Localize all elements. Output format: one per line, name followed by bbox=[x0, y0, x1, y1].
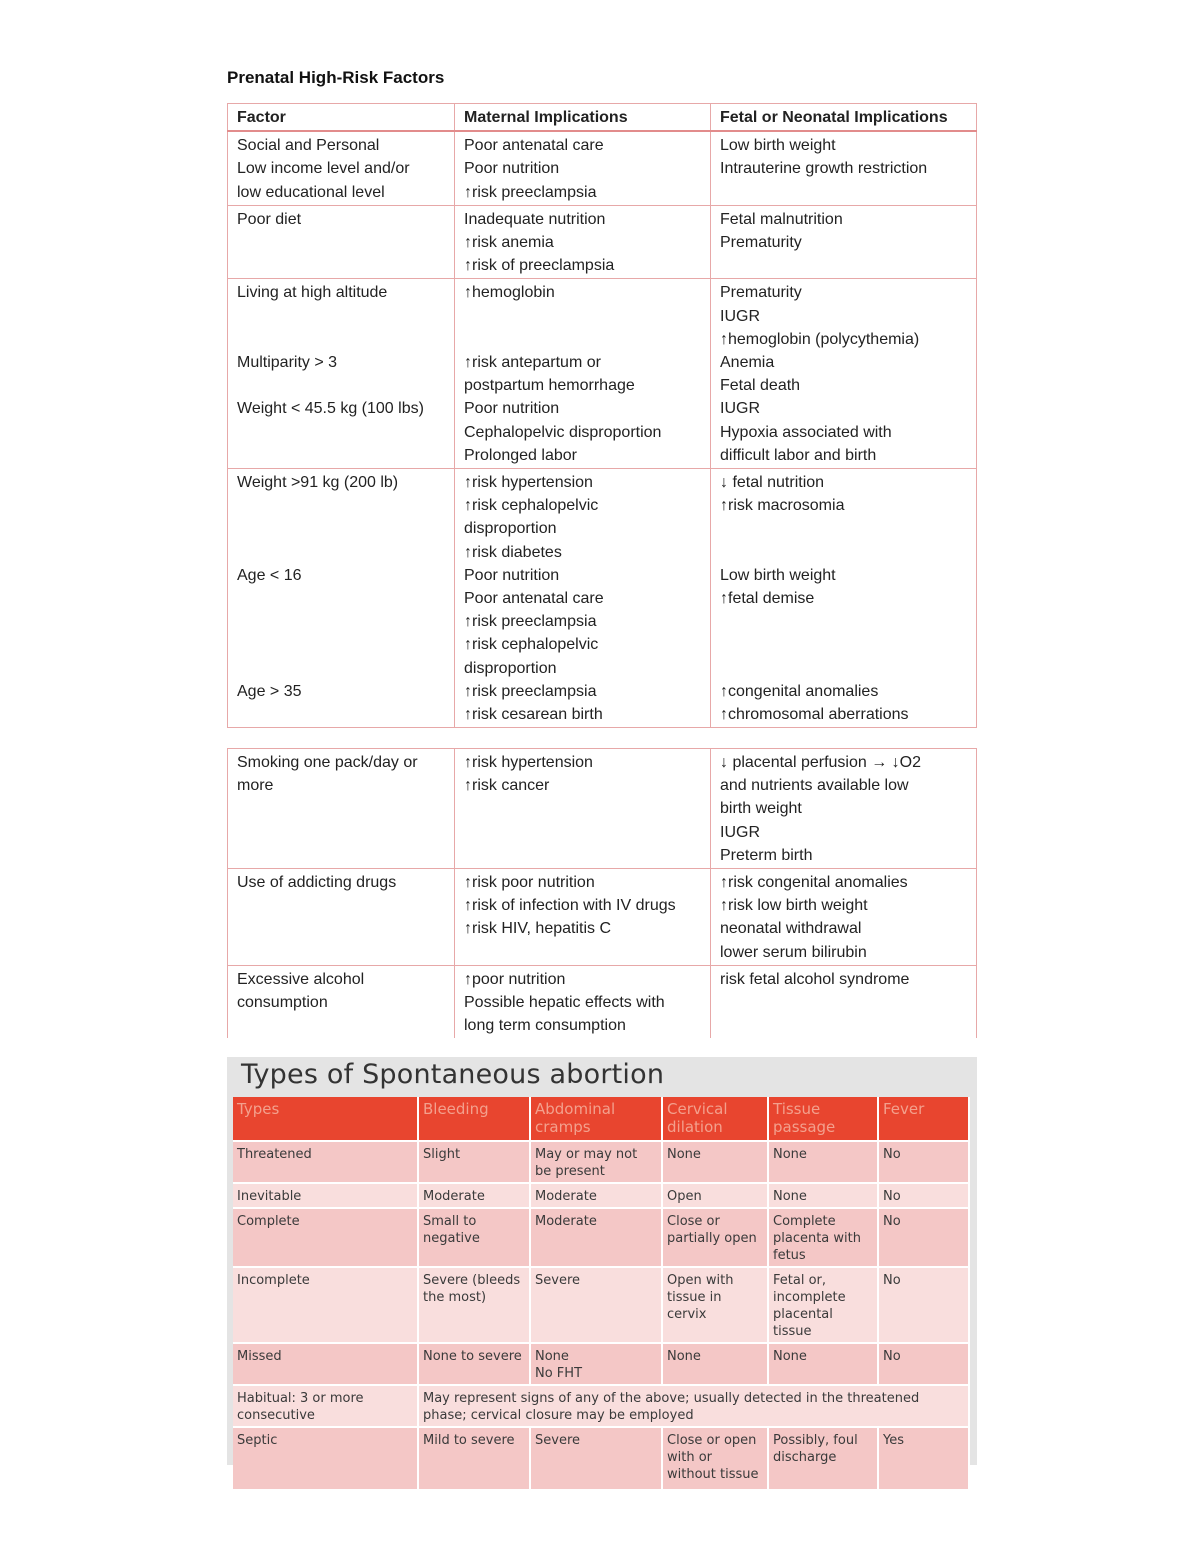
maternal-line: Poor antenatal care bbox=[464, 590, 604, 608]
dilation-cell-line: without tissue bbox=[667, 1467, 759, 1482]
fetal-line: ↑risk low birth weight bbox=[720, 897, 868, 915]
factor-line: Living at high altitude bbox=[237, 284, 388, 302]
maternal-line: ↑risk hypertension bbox=[464, 474, 593, 492]
cramps-cell-line: Severe bbox=[535, 1433, 580, 1448]
maternal-line: Possible hepatic effects with bbox=[464, 994, 665, 1012]
fetal-line bbox=[720, 541, 967, 564]
fetal-line bbox=[720, 633, 967, 656]
fever-cell-line: No bbox=[883, 1189, 901, 1204]
dilation-cell bbox=[662, 1427, 768, 1489]
bleeding-cell bbox=[418, 1267, 530, 1343]
abortion-merged-cell-line: May represent signs of any of the above; usually detected in the threatened bbox=[423, 1391, 920, 1406]
dilation-cell-line: with or bbox=[667, 1450, 713, 1465]
maternal-line: ↑risk anemia bbox=[464, 234, 554, 252]
tissue-passage-cell-line: Complete bbox=[773, 1214, 836, 1229]
factor-line: Smoking one pack/day or bbox=[237, 754, 418, 771]
abortion-type-cell bbox=[233, 1427, 418, 1489]
bleeding-cell bbox=[418, 1183, 530, 1208]
risk-table-header-row bbox=[228, 104, 977, 132]
fetal-cell bbox=[711, 869, 977, 966]
cramps-cell bbox=[530, 1267, 662, 1343]
abortion-table-header-row bbox=[233, 1097, 969, 1141]
tissue-passage-cell bbox=[768, 1208, 878, 1267]
abortion-header-line: Abdominal bbox=[535, 1100, 616, 1118]
abortion-type-cell-line: consecutive bbox=[237, 1408, 315, 1423]
dilation-cell bbox=[662, 1267, 768, 1343]
factor-line: low educational level bbox=[237, 183, 385, 201]
abortion-header-line: Fever bbox=[883, 1100, 925, 1118]
fever-cell-line: No bbox=[883, 1147, 901, 1162]
factor-line bbox=[237, 587, 445, 610]
maternal-line bbox=[464, 305, 701, 328]
dilation-cell bbox=[662, 1141, 768, 1183]
maternal-line: ↑risk cesarean birth bbox=[464, 706, 603, 724]
abortion-type-cell bbox=[233, 1141, 418, 1183]
maternal-cell bbox=[455, 749, 711, 869]
bleeding-cell-line: Small to bbox=[423, 1214, 477, 1229]
factor-line: Excessive alcohol bbox=[237, 970, 365, 988]
abortion-type-cell-line: Habitual: 3 or more bbox=[237, 1391, 364, 1406]
maternal-line: ↑risk HIV, hepatitis C bbox=[464, 920, 612, 938]
factor-line bbox=[237, 494, 445, 517]
abortion-table-row bbox=[233, 1427, 969, 1489]
tissue-passage-cell-line: tissue bbox=[773, 1324, 812, 1339]
factor-line bbox=[237, 517, 445, 540]
bleeding-cell bbox=[418, 1343, 530, 1385]
tissue-passage-cell bbox=[768, 1141, 878, 1183]
tissue-passage-cell bbox=[768, 1427, 878, 1489]
maternal-line bbox=[464, 328, 701, 351]
abortion-type-cell-line: Incomplete bbox=[237, 1273, 310, 1288]
fetal-line: Intrauterine growth restriction bbox=[720, 160, 928, 178]
risk-table-row bbox=[228, 279, 977, 469]
abortion-type-cell bbox=[233, 1343, 418, 1385]
maternal-line: Poor nutrition bbox=[464, 566, 560, 584]
maternal-line: ↑risk cancer bbox=[464, 777, 550, 795]
bleeding-cell-line: negative bbox=[423, 1231, 480, 1246]
header-maternal-implications: Maternal Implications bbox=[455, 104, 711, 132]
dilation-cell-line: Open bbox=[667, 1189, 702, 1204]
dilation-cell bbox=[662, 1343, 768, 1385]
abortion-header-line: Types bbox=[237, 1100, 280, 1118]
risk-factors-table-continued bbox=[227, 748, 977, 1038]
header-factor: Factor bbox=[228, 104, 455, 132]
abortion-header-cell bbox=[418, 1097, 530, 1141]
abortion-header-line: Cervical bbox=[667, 1100, 728, 1118]
fetal-line: IUGR bbox=[720, 307, 760, 325]
abortion-merged-cell bbox=[418, 1385, 969, 1427]
risk-table-row bbox=[228, 205, 977, 279]
abortion-table-row bbox=[233, 1267, 969, 1343]
maternal-line: ↑risk preeclampsia bbox=[464, 613, 597, 631]
dilation-cell bbox=[662, 1183, 768, 1208]
factor-line bbox=[237, 374, 445, 397]
factor-line: Weight >91 kg (200 lb) bbox=[237, 474, 399, 492]
factor-line: Weight < 45.5 kg (100 lbs) bbox=[237, 400, 424, 418]
fetal-line: ↑risk macrosomia bbox=[720, 497, 845, 515]
factor-line: Social and Personal bbox=[237, 137, 380, 155]
risk-table-row bbox=[228, 469, 977, 728]
fever-cell-line: No bbox=[883, 1273, 901, 1288]
maternal-line: ↑risk of infection with IV drugs bbox=[464, 897, 676, 915]
fetal-line: birth weight bbox=[720, 800, 802, 818]
abortion-type-cell-line: Threatened bbox=[237, 1147, 312, 1162]
fetal-line: difficult labor and birth bbox=[720, 446, 877, 464]
fetal-cell bbox=[711, 279, 977, 469]
abortion-header-cell bbox=[768, 1097, 878, 1141]
fetal-line: Anemia bbox=[720, 354, 775, 372]
abortion-type-cell bbox=[233, 1385, 418, 1427]
abortion-merged-cell-line: phase; cervical closure may be employed bbox=[423, 1408, 694, 1423]
abortion-header-cell bbox=[662, 1097, 768, 1141]
maternal-line: Poor nutrition bbox=[464, 400, 560, 418]
fetal-line: IUGR bbox=[720, 823, 760, 841]
fetal-line: ↓ fetal nutrition bbox=[720, 474, 825, 492]
tissue-passage-cell bbox=[768, 1343, 878, 1385]
fetal-line: lower serum bilirubin bbox=[720, 943, 867, 961]
fetal-line: Prematurity bbox=[720, 284, 802, 302]
fetal-line: ↑fetal demise bbox=[720, 590, 815, 608]
bleeding-cell bbox=[418, 1427, 530, 1489]
abortion-type-cell-line: Missed bbox=[237, 1349, 282, 1364]
maternal-line: disproportion bbox=[464, 520, 557, 538]
maternal-cell bbox=[455, 965, 711, 1038]
fetal-line: neonatal withdrawal bbox=[720, 920, 862, 938]
maternal-line: Cephalopelvic disproportion bbox=[464, 423, 662, 441]
fetal-line: risk fetal alcohol syndrome bbox=[720, 970, 910, 988]
dilation-cell-line: cervix bbox=[667, 1307, 707, 1322]
dilation-cell-line: None bbox=[667, 1147, 701, 1162]
maternal-line: Inadequate nutrition bbox=[464, 210, 606, 228]
tissue-passage-cell-line: None bbox=[773, 1147, 807, 1162]
fetal-cell bbox=[711, 469, 977, 728]
fever-cell-line: No bbox=[883, 1349, 901, 1364]
fetal-line: Hypoxia associated with bbox=[720, 423, 892, 441]
factor-line bbox=[237, 657, 445, 680]
risk-table-row bbox=[228, 965, 977, 1038]
fever-cell bbox=[878, 1208, 969, 1267]
tissue-passage-cell-line: Possibly, foul bbox=[773, 1433, 858, 1448]
fetal-line: ↓ placental perfusion → ↓O2 bbox=[720, 754, 921, 771]
maternal-line: long term consumption bbox=[464, 1017, 626, 1035]
cramps-cell-line: be present bbox=[535, 1164, 605, 1179]
bleeding-cell-line: Mild to severe bbox=[423, 1433, 515, 1448]
fetal-line: Fetal malnutrition bbox=[720, 210, 843, 228]
fetal-cell bbox=[711, 965, 977, 1038]
fetal-line: Low birth weight bbox=[720, 566, 836, 584]
bleeding-cell bbox=[418, 1208, 530, 1267]
cramps-cell-line: Severe bbox=[535, 1273, 580, 1288]
maternal-cell bbox=[455, 279, 711, 469]
cramps-cell-line: May or may not bbox=[535, 1147, 638, 1162]
factor-cell bbox=[228, 965, 455, 1038]
cramps-cell bbox=[530, 1141, 662, 1183]
abortion-table-row bbox=[233, 1183, 969, 1208]
cramps-cell bbox=[530, 1208, 662, 1267]
header-fetal-neonatal-implications: Fetal or Neonatal Implications bbox=[711, 104, 977, 132]
fetal-line: ↑congenital anomalies bbox=[720, 682, 879, 700]
tissue-passage-cell-line: incomplete bbox=[773, 1290, 846, 1305]
factor-cell bbox=[228, 131, 455, 205]
factor-line bbox=[237, 305, 445, 328]
document-title: Prenatal High-Risk Factors bbox=[227, 68, 445, 87]
tissue-passage-cell-line: fetus bbox=[773, 1248, 806, 1263]
fetal-line: IUGR bbox=[720, 400, 760, 418]
tissue-passage-cell-line: discharge bbox=[773, 1450, 837, 1465]
fever-cell bbox=[878, 1141, 969, 1183]
risk-factors-table bbox=[227, 103, 977, 728]
fever-cell bbox=[878, 1343, 969, 1385]
dilation-cell-line: Close or open bbox=[667, 1433, 757, 1448]
risk-table-row bbox=[228, 131, 977, 205]
factor-cell bbox=[228, 205, 455, 279]
factor-line: Multiparity > 3 bbox=[237, 354, 338, 371]
maternal-cell bbox=[455, 469, 711, 728]
maternal-line: ↑risk antepartum or bbox=[464, 354, 601, 371]
maternal-cell bbox=[455, 205, 711, 279]
dilation-cell-line: Open with bbox=[667, 1273, 734, 1288]
cramps-cell-line: None bbox=[535, 1349, 569, 1364]
factor-line: Use of addicting drugs bbox=[237, 874, 397, 892]
fever-cell bbox=[878, 1183, 969, 1208]
fetal-line: ↑risk congenital anomalies bbox=[720, 874, 908, 892]
maternal-line: ↑risk cephalopelvic bbox=[464, 497, 599, 515]
fetal-cell bbox=[711, 205, 977, 279]
fever-cell bbox=[878, 1267, 969, 1343]
factor-line bbox=[237, 328, 445, 351]
factor-cell bbox=[228, 469, 455, 728]
bleeding-cell-line: Slight bbox=[423, 1147, 461, 1162]
fever-cell-line: No bbox=[883, 1214, 901, 1229]
factor-line bbox=[237, 541, 445, 564]
fetal-line: Fetal death bbox=[720, 377, 801, 395]
maternal-cell bbox=[455, 131, 711, 205]
maternal-line: ↑risk preeclampsia bbox=[464, 183, 597, 201]
abortion-type-cell-line: Inevitable bbox=[237, 1189, 302, 1204]
abortion-header-cell bbox=[878, 1097, 969, 1141]
abortion-type-cell bbox=[233, 1267, 418, 1343]
abortion-types-table bbox=[233, 1097, 970, 1489]
cramps-cell-line: Moderate bbox=[535, 1189, 597, 1204]
tissue-passage-cell bbox=[768, 1267, 878, 1343]
bleeding-cell bbox=[418, 1141, 530, 1183]
dilation-cell-line: None bbox=[667, 1349, 701, 1364]
fetal-line bbox=[720, 657, 967, 680]
fetal-line: ↑hemoglobin (polycythemia) bbox=[720, 330, 920, 348]
abortion-type-cell bbox=[233, 1183, 418, 1208]
tissue-passage-cell bbox=[768, 1183, 878, 1208]
abortion-table-row bbox=[233, 1385, 969, 1427]
abortion-type-cell-line: Septic bbox=[237, 1433, 278, 1448]
maternal-line: ↑risk cephalopelvic bbox=[464, 636, 599, 654]
maternal-line: ↑risk diabetes bbox=[464, 543, 562, 561]
fever-cell-line: Yes bbox=[883, 1433, 904, 1448]
bleeding-cell-line: Moderate bbox=[423, 1189, 485, 1204]
fetal-line bbox=[720, 517, 967, 540]
factor-cell bbox=[228, 279, 455, 469]
dilation-cell-line: partially open bbox=[667, 1231, 757, 1246]
cramps-cell-line: No FHT bbox=[535, 1366, 583, 1381]
abortion-header-line: passage bbox=[773, 1118, 836, 1136]
maternal-line: Poor nutrition bbox=[464, 160, 560, 178]
dilation-cell-line: Close or bbox=[667, 1214, 720, 1229]
fetal-line: Preterm birth bbox=[720, 846, 813, 864]
abortion-header-line: dilation bbox=[667, 1118, 723, 1136]
fetal-line: Low birth weight bbox=[720, 137, 836, 155]
tissue-passage-cell-line: None bbox=[773, 1349, 807, 1364]
factor-line: consumption bbox=[237, 994, 328, 1012]
maternal-line: disproportion bbox=[464, 659, 557, 677]
risk-table-row bbox=[228, 869, 977, 966]
cramps-cell bbox=[530, 1343, 662, 1385]
maternal-line: ↑risk of preeclampsia bbox=[464, 257, 615, 275]
abortion-table-row bbox=[233, 1343, 969, 1385]
fetal-line: ↑chromosomal aberrations bbox=[720, 706, 909, 723]
maternal-line: ↑poor nutrition bbox=[464, 970, 566, 988]
factor-cell bbox=[228, 749, 455, 869]
risk-table-row bbox=[228, 749, 977, 869]
dilation-cell bbox=[662, 1208, 768, 1267]
factor-line bbox=[237, 633, 445, 656]
maternal-line: ↑hemoglobin bbox=[464, 284, 555, 302]
fetal-cell bbox=[711, 749, 977, 869]
fever-cell bbox=[878, 1427, 969, 1489]
factor-line: Age > 35 bbox=[237, 682, 302, 700]
abortion-header-line: Bleeding bbox=[423, 1100, 489, 1118]
fetal-line: and nutrients available low bbox=[720, 777, 909, 795]
maternal-line: Prolonged labor bbox=[464, 446, 577, 464]
dilation-cell-line: tissue in bbox=[667, 1290, 722, 1305]
abortion-header-line: Tissue bbox=[773, 1100, 821, 1118]
cramps-cell bbox=[530, 1183, 662, 1208]
factor-line: Low income level and/or bbox=[237, 160, 410, 178]
bleeding-cell-line: the most) bbox=[423, 1290, 487, 1305]
cramps-cell bbox=[530, 1427, 662, 1489]
cramps-cell-line: Moderate bbox=[535, 1214, 597, 1229]
factor-cell bbox=[228, 869, 455, 966]
tissue-passage-cell-line: placenta with bbox=[773, 1231, 861, 1246]
factor-line bbox=[237, 610, 445, 633]
abortion-type-cell-line: Complete bbox=[237, 1214, 300, 1229]
maternal-line: Poor antenatal care bbox=[464, 137, 604, 155]
abortion-type-cell bbox=[233, 1208, 418, 1267]
abortion-header-cell bbox=[530, 1097, 662, 1141]
factor-line: more bbox=[237, 777, 274, 795]
maternal-line: postpartum hemorrhage bbox=[464, 377, 635, 395]
abortion-table-row bbox=[233, 1208, 969, 1267]
fetal-line: Prematurity bbox=[720, 234, 802, 252]
fetal-line bbox=[720, 610, 967, 633]
spontaneous-abortion-panel bbox=[227, 1057, 977, 1482]
tissue-passage-cell-line: None bbox=[773, 1189, 807, 1204]
abortion-table-row bbox=[233, 1141, 969, 1183]
abortion-header-line: cramps bbox=[535, 1118, 591, 1136]
bleeding-cell-line: Severe (bleeds bbox=[423, 1273, 521, 1288]
maternal-cell bbox=[455, 869, 711, 966]
abortion-section-title: Types of Spontaneous abortion bbox=[241, 1059, 665, 1090]
factor-line: Age < 16 bbox=[237, 566, 302, 584]
maternal-line: ↑risk preeclampsia bbox=[464, 682, 597, 700]
maternal-line: ↑risk poor nutrition bbox=[464, 874, 595, 892]
tissue-passage-cell-line: placental bbox=[773, 1307, 833, 1322]
tissue-passage-cell-line: Fetal or, bbox=[773, 1273, 827, 1288]
bleeding-cell-line: None to severe bbox=[423, 1349, 522, 1364]
maternal-line: ↑risk hypertension bbox=[464, 754, 593, 771]
abortion-header-cell bbox=[233, 1097, 418, 1141]
factor-line: Poor diet bbox=[237, 210, 302, 228]
fetal-cell bbox=[711, 131, 977, 205]
